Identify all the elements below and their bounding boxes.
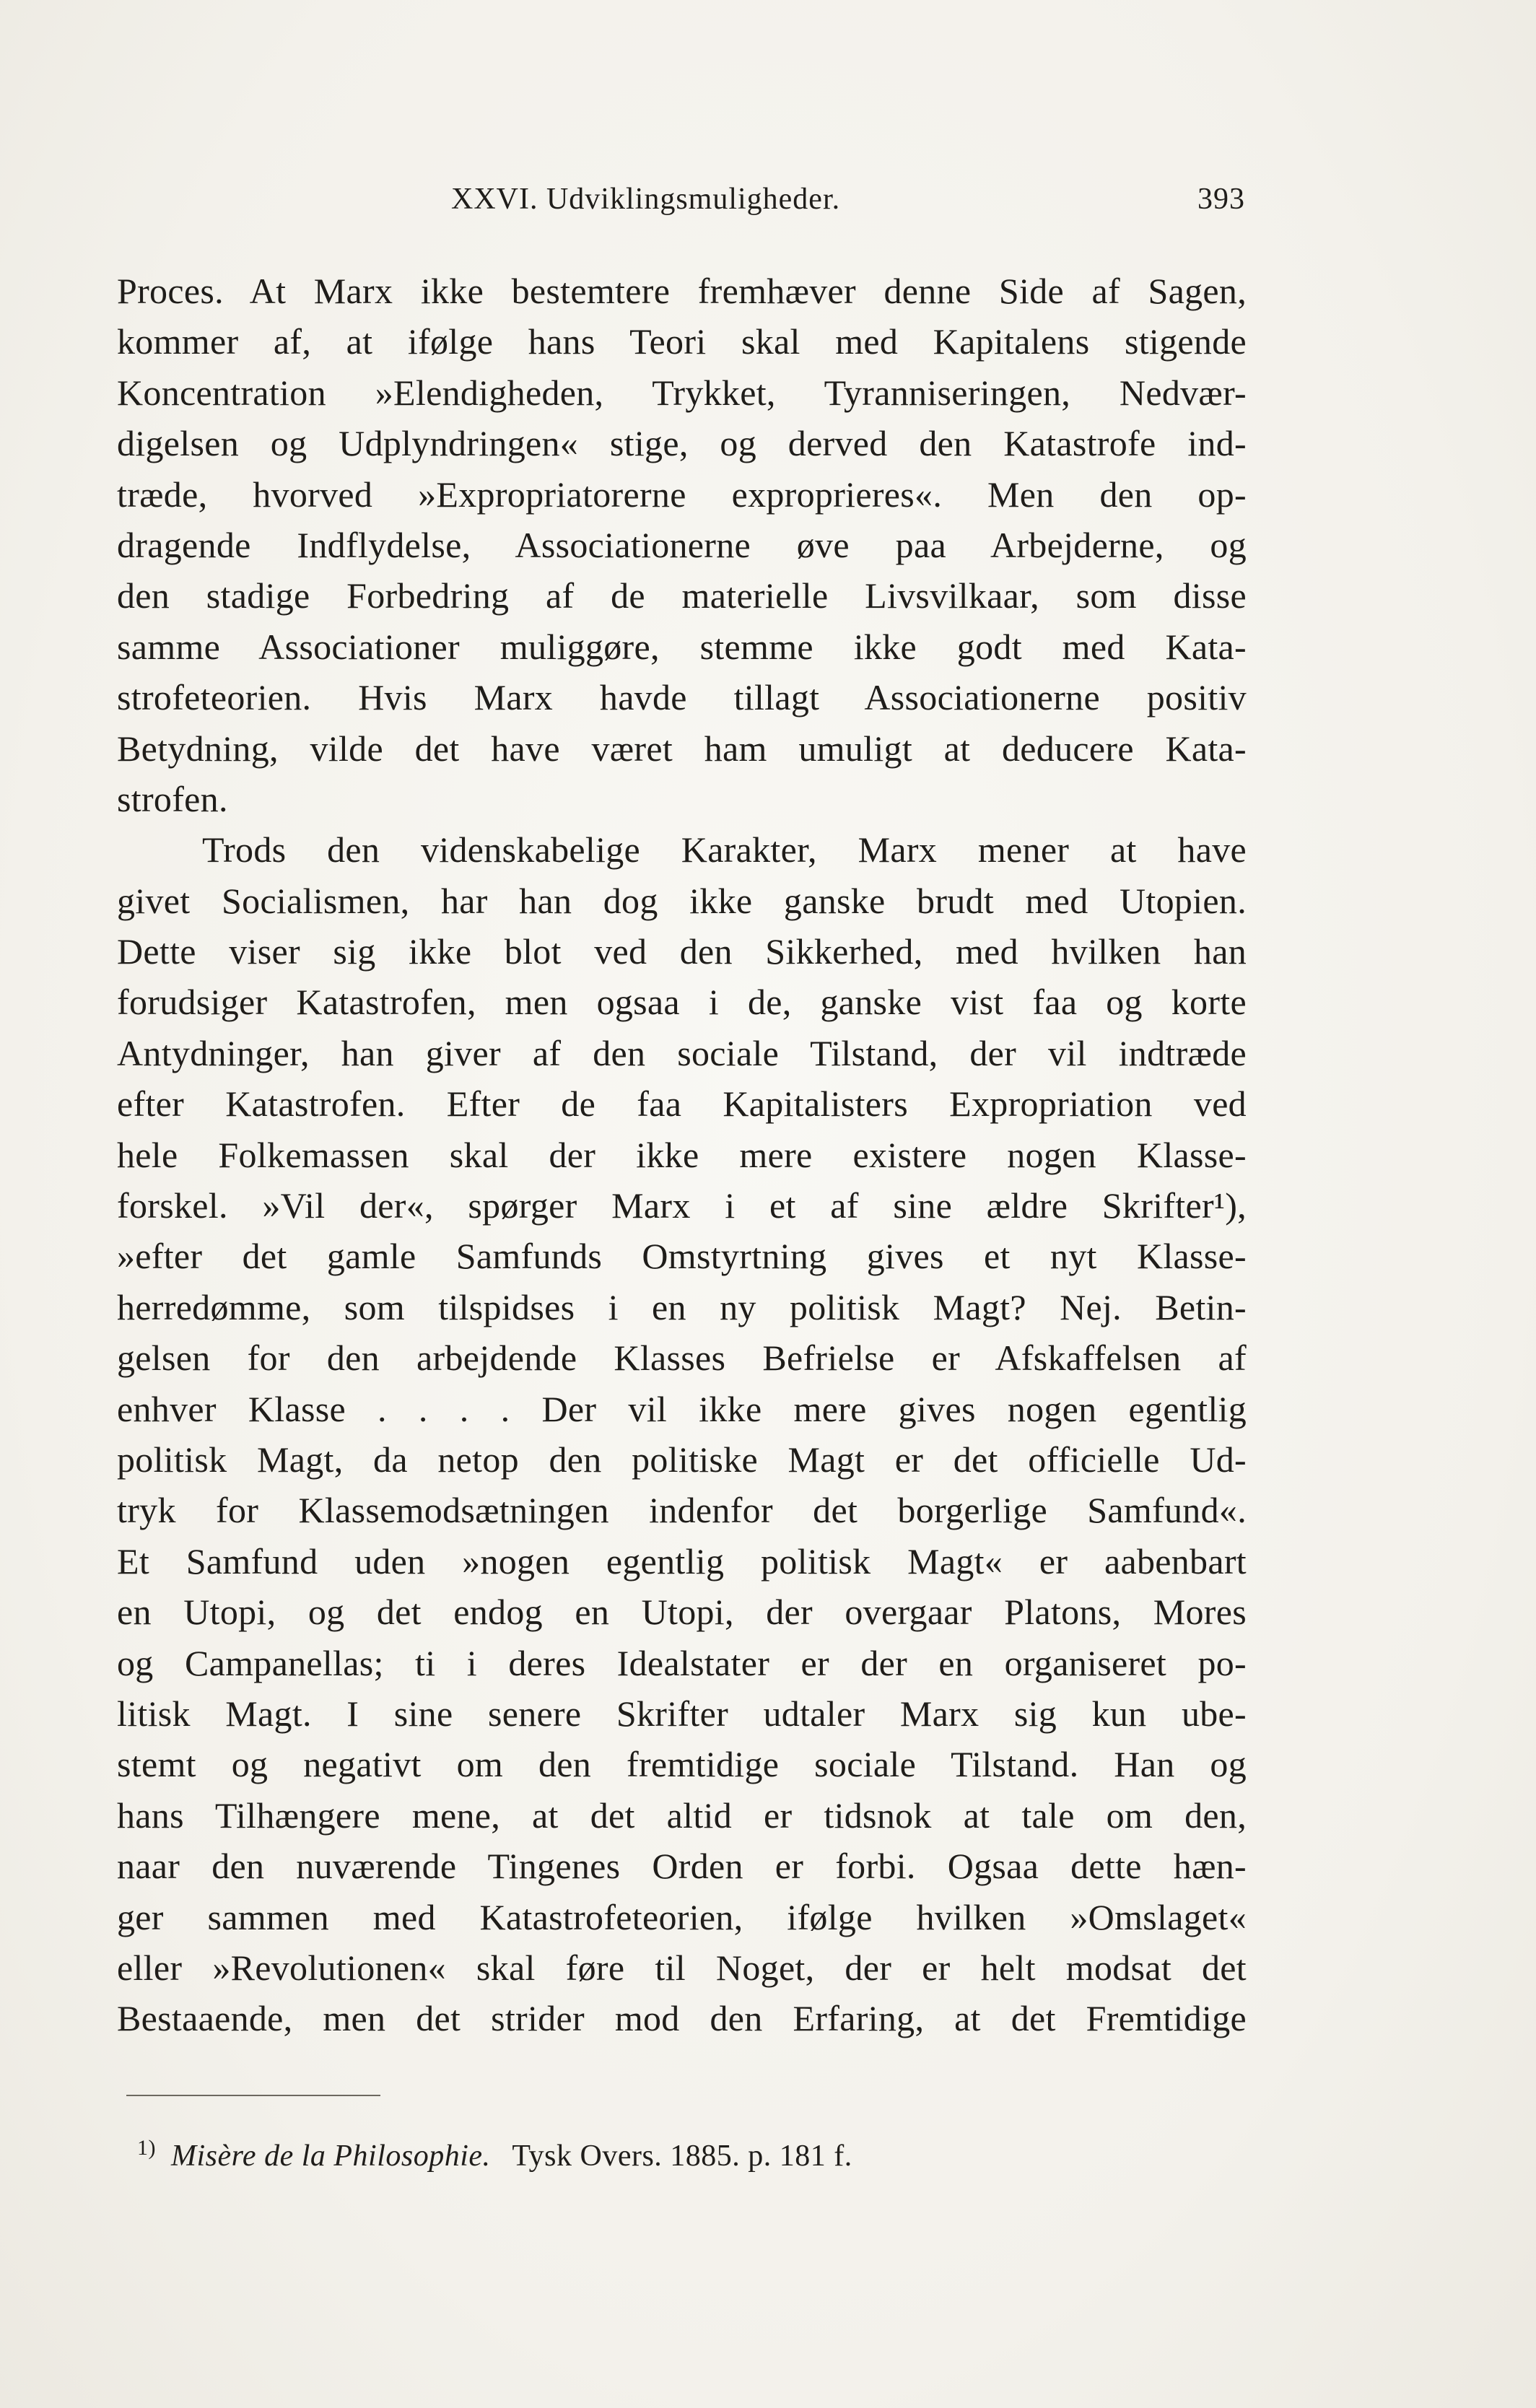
text-line: hele Folkemassen skal der ikke mere existere nogen Klasse- [117, 1134, 1247, 1175]
footnote-divider [126, 2095, 380, 2096]
text-line: den stadige Forbedring af de materielle Livsvilkaar, som disse [117, 575, 1247, 616]
text-line: en Utopi, og det endog en Utopi, der overgaar Platons, Mores [117, 1592, 1247, 1633]
text-line: træde, hvorved »Expropriatorerne exproprieres«. Men den op- [117, 474, 1247, 515]
text-line: dragende Indflydelse, Associationerne øve paa Arbejderne, og [117, 524, 1247, 565]
text-line: Antydninger, han giver af den sociale Tilstand, der vil indtræde [117, 1032, 1247, 1073]
text-line: Dette viser sig ikke blot ved den Sikkerhed, med hvilken han [117, 931, 1247, 972]
footnote [137, 2128, 852, 2176]
footnote-cited-title: Misère de la Philosophie. [171, 2139, 491, 2173]
text-line: forskel. »Vil der«, spørger Marx i et af sine ældre Skrifter¹), [117, 1185, 1247, 1226]
paragraph-start-line: Trods den videnskabelige Karakter, Marx mener at have [202, 829, 1247, 871]
text-line: og Campanellas; ti i deres Idealstater er der en organiseret po- [117, 1642, 1247, 1683]
running-head [115, 173, 1245, 224]
text-line: politisk Magt, da netop den politiske Magt er det officielle Ud- [117, 1439, 1247, 1480]
text-line: digelsen og Udplyndringen« stige, og derved den Katastrofe ind- [117, 423, 1247, 464]
text-line: kommer af, at ifølge hans Teori skal med Kapitalens stigende [117, 321, 1247, 362]
text-line: strofeteorien. Hvis Marx havde tillagt Associationerne positiv [117, 677, 1247, 718]
text-line: samme Associationer muliggøre, stemme ikke godt med Kata- [117, 626, 1247, 667]
text-line: strofen. [117, 778, 228, 819]
text-line: herredømme, som tilspidses i en ny politisk Magt? Nej. Betin- [117, 1286, 1247, 1327]
body-text [117, 266, 1247, 2044]
text-line: givet Socialismen, har han dog ikke ganske brudt med Utopien. [117, 880, 1247, 921]
footnote-citation-details: Tysk Overs. 1885. p. 181 f. [512, 2139, 852, 2173]
text-line: »efter det gamle Samfunds Omstyrtning gives et nyt Klasse- [117, 1236, 1247, 1277]
text-line: gelsen for den arbejdende Klasses Befrielse er Afskaffelsen af [117, 1338, 1247, 1379]
text-line: stemt og negativt om den fremtidige sociale Tilstand. Han og [117, 1744, 1247, 1785]
text-line: naar den nuværende Tingenes Orden er forbi. Ogsaa dette hæn- [117, 1846, 1247, 1887]
text-line: Proces. At Marx ikke bestemtere fremhæver denne Side af Sagen, [117, 271, 1247, 311]
text-line: ger sammen med Katastrofeteorien, ifølge hvilken »Omslaget« [117, 1896, 1247, 1937]
text-line: eller »Revolutionen« skal føre til Noget, der er helt modsat det [117, 1947, 1247, 1988]
text-line: litisk Magt. I sine senere Skrifter udtaler Marx sig kun ube- [117, 1693, 1247, 1734]
page-number: 393 [1197, 183, 1245, 216]
running-title: XXVI. Udviklingsmuligheder. [451, 183, 841, 216]
text-line: Et Samfund uden »nogen egentlig politisk Magt« er aabenbart [117, 1540, 1247, 1582]
text-line: tryk for Klassemodsætningen indenfor det borgerlige Samfund«. [117, 1490, 1247, 1531]
text-line: efter Katastrofen. Efter de faa Kapitalisters Expropriation ved [117, 1083, 1247, 1125]
text-line: enhver Klasse . . . . Der vil ikke mere gives nogen egentlig [117, 1388, 1247, 1429]
text-line: Koncentration »Elendigheden, Trykket, Tyranniseringen, Nedvær- [117, 372, 1247, 413]
text-line: Betydning, vilde det have været ham umuligt at deducere Kata- [117, 728, 1247, 769]
text-line: Bestaaende, men det strider mod den Erfaring, at det Fremtidige [117, 1998, 1247, 2039]
text-line: forudsiger Katastrofen, men ogsaa i de, ganske vist faa og korte [117, 982, 1247, 1023]
text-line: hans Tilhængere mene, at det altid er tidsnok at tale om den, [117, 1794, 1247, 1836]
footnote-marker: 1) [137, 2136, 156, 2160]
